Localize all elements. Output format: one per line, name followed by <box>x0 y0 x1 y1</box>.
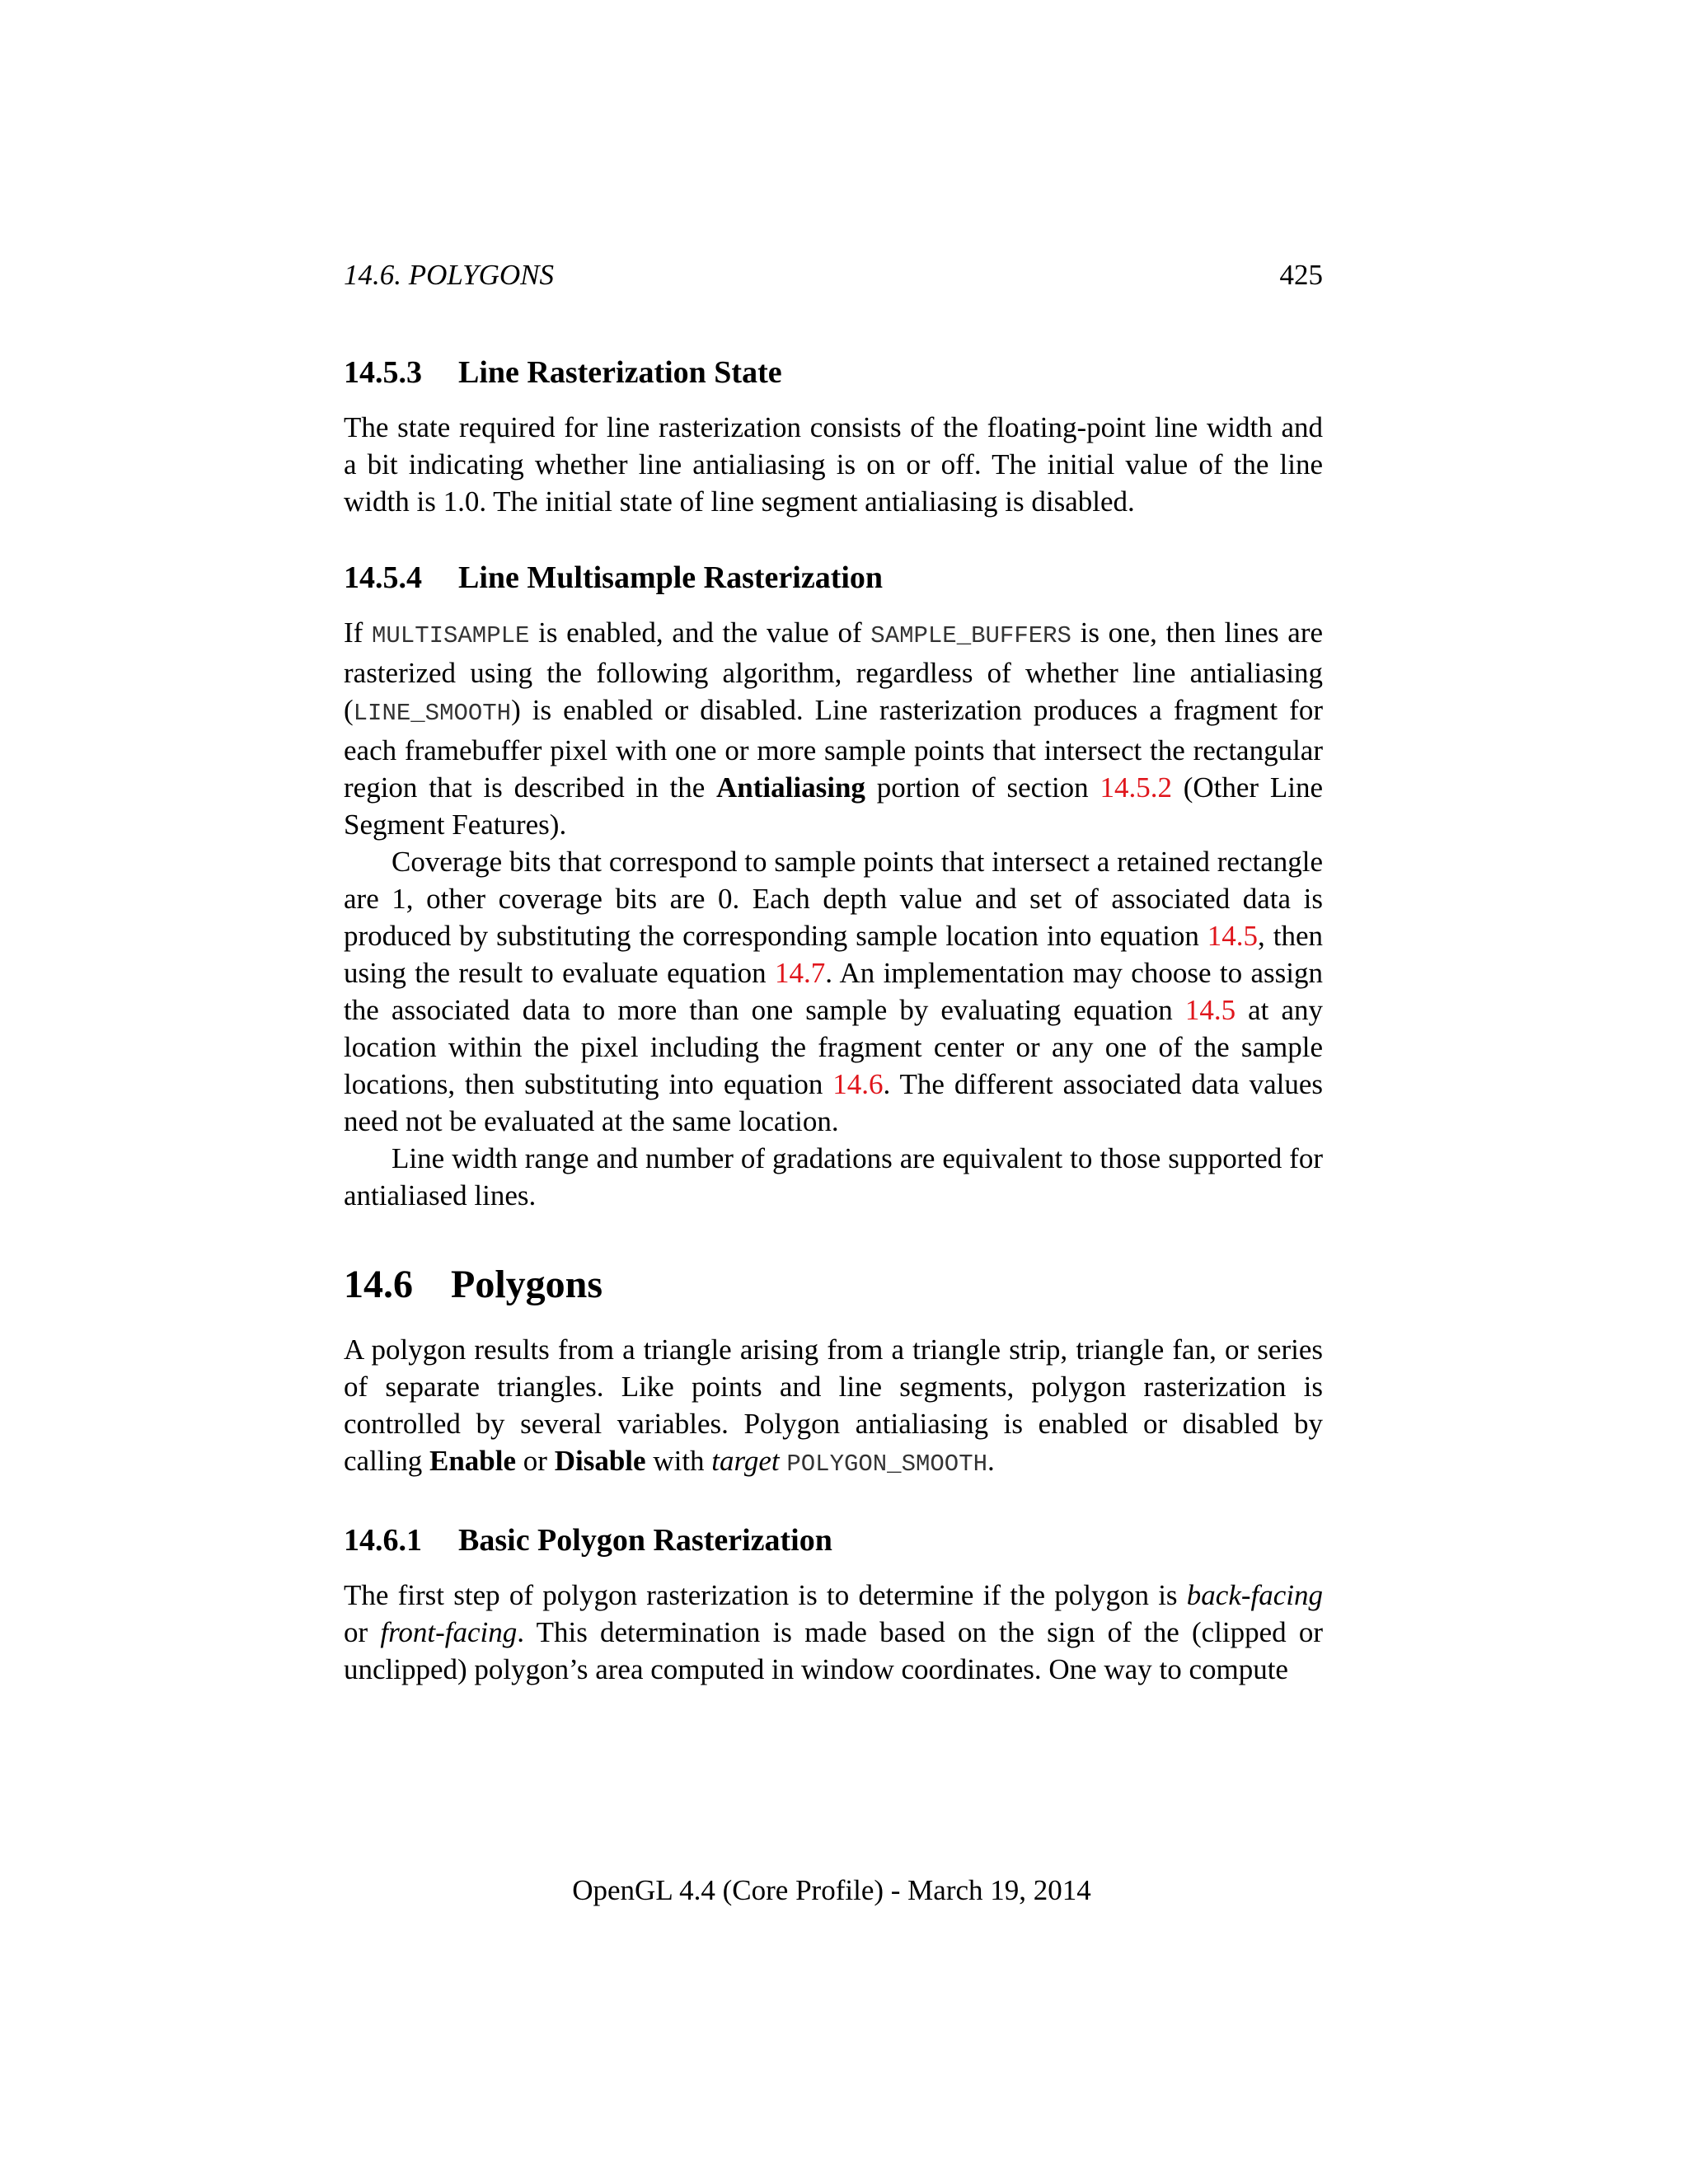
italic-term: front-facing <box>380 1616 518 1648</box>
heading-title: Line Rasterization State <box>458 355 782 390</box>
bold-term: Antialiasing <box>716 771 865 804</box>
paragraph <box>344 843 1323 1140</box>
code-token: SAMPLE_BUFFERS <box>870 622 1071 649</box>
heading-number: 14.6.1 <box>344 1523 422 1558</box>
italic-term: target <box>711 1445 780 1477</box>
paragraph: Line width range and number of gradations are equivalent to those supported for antialiased lines. <box>344 1142 1323 1212</box>
heading-title: Basic Polygon Rasterization <box>458 1523 832 1558</box>
text: is enabled, and the value of <box>529 616 871 649</box>
heading-title: Line Multisample Rasterization <box>458 560 884 595</box>
heading-14-6 <box>344 1258 1323 1312</box>
heading-title: Polygons <box>451 1263 603 1306</box>
paragraph <box>344 1331 1323 1483</box>
text: . The different associated data values need not be evaluated at the same location. <box>344 1068 1323 1137</box>
code-token: LINE_SMOOTH <box>353 700 512 727</box>
page-body <box>344 350 1323 1688</box>
code-token: MULTISAMPLE <box>371 622 530 649</box>
bold-term: Enable <box>429 1445 517 1477</box>
paragraph <box>344 1577 1323 1688</box>
equation-link[interactable]: 14.5 <box>1207 920 1259 952</box>
equation-link[interactable]: 14.6 <box>832 1068 884 1100</box>
text: or <box>516 1445 555 1477</box>
heading-number: 14.5.4 <box>344 560 422 595</box>
equation-link[interactable]: 14.7 <box>775 957 826 989</box>
running-head-section: 14.6. POLYGONS <box>344 259 555 291</box>
paragraph: The state required for line rasterization consists of the floating-point line width and a bit indicating whether line antialiasing is on or off. The initial value of the line width is 1.0. The initial state of line segment antialiasing is disabled. <box>344 411 1323 518</box>
heading-number: 14.6 <box>344 1263 413 1306</box>
heading-14-5-3 <box>344 350 1323 395</box>
heading-number: 14.5.3 <box>344 355 422 390</box>
italic-term: back-facing <box>1186 1579 1323 1611</box>
heading-14-5-4 <box>344 555 1323 600</box>
page-number: 425 <box>1279 259 1323 291</box>
text: , then using the result to evaluate equation <box>344 920 1323 989</box>
text: . An implementation may choose to assign the associated data to more than one sample by evaluating equation <box>344 957 1323 1026</box>
text: or <box>344 1616 381 1648</box>
text: ) is enabled or disabled. Line rasterization produces a fragment for each framebuffer pixel with one or more sample points that intersect the rectangular region that is described in the <box>344 694 1323 804</box>
heading-14-6-1 <box>344 1518 1323 1563</box>
text: at any location within the pixel including the fragment center or any one of the sample locations, then substituting into equation <box>344 994 1323 1100</box>
section-link[interactable]: 14.5.2 <box>1100 771 1172 804</box>
text: A polygon results from a triangle arising from a triangle strip, triangle fan, or series of separate triangles. Like points and line segments, polygon rasterization is controlled by several variables. Polygon antialiasing is enabled or disabled by calling <box>344 1333 1323 1477</box>
text: with <box>645 1445 712 1477</box>
text: If <box>344 616 372 649</box>
bold-term: Disable <box>554 1445 646 1477</box>
text: . This determination is made based on the sign of the (clipped or unclipped) polygon’s area computed in window coordinates. One way to compute <box>344 1616 1323 1685</box>
text: The first step of polygon rasterization is to determine if the polygon is <box>344 1579 1187 1611</box>
equation-link[interactable]: 14.5 <box>1184 994 1236 1026</box>
text: portion of section <box>865 771 1100 804</box>
text: Coverage bits that correspond to sample points that intersect a retained rectangle are 1, other coverage bits are 0. Each depth value and set of associated data is produced by substituting the corresponding sample location into equation <box>344 846 1323 952</box>
text: . <box>987 1445 995 1477</box>
text: is one, then lines are rasterized using the following algorithm, regardless of whether line antialiasing ( <box>344 616 1324 726</box>
page-footer: OpenGL 4.4 (Core Profile) - March 19, 2014 <box>572 1874 1091 1906</box>
code-token: POLYGON_SMOOTH <box>786 1451 987 1478</box>
running-head <box>344 259 1323 292</box>
paragraph <box>344 614 1323 843</box>
text: (Other Line Segment Features). <box>344 771 1323 841</box>
